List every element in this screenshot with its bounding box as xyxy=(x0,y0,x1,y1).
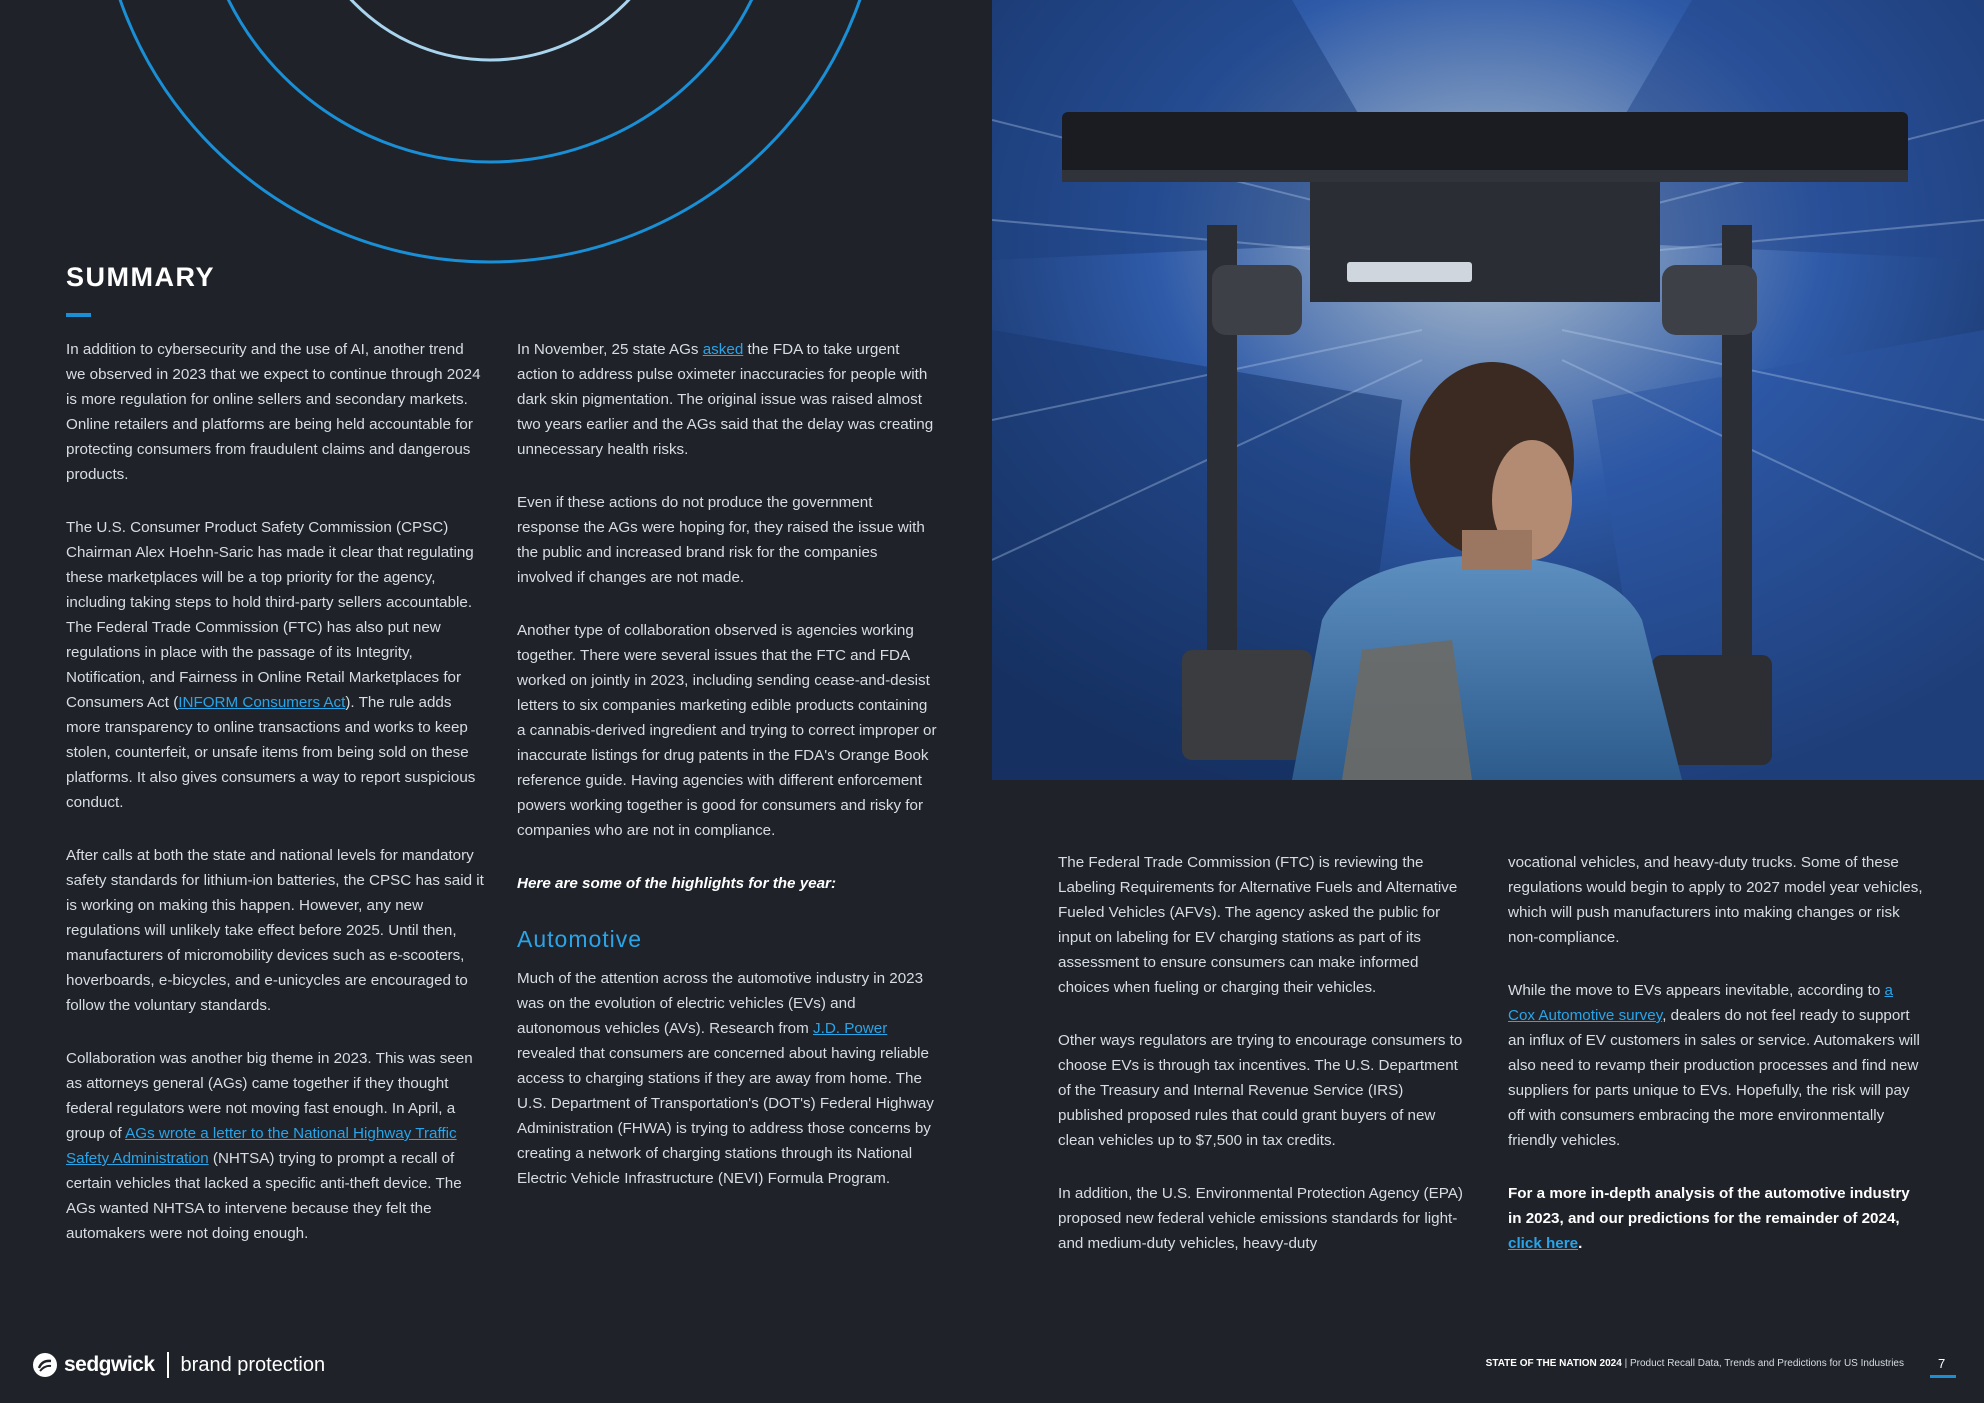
subheading-automotive: Automotive xyxy=(517,926,643,952)
paragraph: vocational vehicles, and heavy-duty trucks. Some of these regulations would begin to apply to 2027 model year vehicles, which will push manufacturers into making changes or risk non-compliance. xyxy=(1508,854,1923,946)
jd-power-link[interactable]: J.D. Power xyxy=(813,1020,888,1037)
paragraph: Other ways regulators are trying to encourage consumers to choose EVs is through tax incentives. The U.S. Department of the Treasury and Internal Revenue Service (IRS) published proposed rules that could grant buyers of new clean vehicles up to $7,500 in tax credits. xyxy=(1058,1032,1463,1149)
concentric-rings-graphic xyxy=(0,0,992,280)
text-column-4 xyxy=(1508,850,1924,1284)
paragraph: While the move to EVs appears inevitable, according to a Cox Automotive survey, dealers do not feel ready to support an influx of EV customers in sales or service. Automakers will also need to revamp their production processes and find new suppliers for parts unique to EVs. Hopefully, the risk will pay off with consumers embracing the more environmentally friendly vehicles. xyxy=(1508,982,1920,1149)
logo-wordmark: sedgwick xyxy=(64,1353,155,1376)
paragraph: The U.S. Consumer Product Safety Commission (CPSC) Chairman Alex Hoehn-Saric has made it clear that regulating these marketplaces will be a top priority for the agency, including taking steps to hold third-party sellers accountable. The Federal Trade Commission (FTC) has also put new regulations in place with the passage of its Integrity, Notification, and Fairness in Online Retail Marketplaces for Consumers Act (INFORM Consumers Act). The rule adds more transparency to online transactions and works to keep stolen, counterfeit, or unsafe items from being sold on these platforms. It also gives consumers a way to report suspicious conduct. xyxy=(66,519,476,811)
text-column-1 xyxy=(66,337,484,1274)
heading-accent-rule xyxy=(66,313,91,317)
call-to-action: For a more in-depth analysis of the automotive industry in 2023, and our predictions for the remainder of 2024, click here. xyxy=(1508,1185,1910,1252)
paragraph: In November, 25 state AGs asked the FDA to take urgent action to address pulse oximeter inaccuracies for people with dark skin pigmentation. The original issue was raised almost two years earlier and the AGs said that the delay was creating unnecessary health risks. xyxy=(517,341,934,458)
paragraph: The Federal Trade Commission (FTC) is reviewing the Labeling Requirements for Alternative Fuels and Alternative Fueled Vehicles (AFVs). The agency asked the public for input on labeling for EV charging stations as part of its assessment to ensure consumers can make informed choices when fueling or charging their vehicles. xyxy=(1058,854,1458,996)
logo-divider xyxy=(167,1352,169,1378)
ags-letter-nhtsa-link[interactable]: AGs wrote a letter to the National Highway Traffic Safety Administration xyxy=(66,1125,457,1167)
sedgwick-logo-icon xyxy=(32,1352,58,1378)
paragraph: After calls at both the state and national levels for mandatory safety standards for lithium-ion batteries, the CPSC has said it is working on making this happen. However, any new regulations will unlikely take effect before 2025. Until then, manufacturers of micromobility devices such as e-scooters, hoverboards, e-bicycles, and e-unicycles are encouraged to follow the voluntary standards. xyxy=(66,847,484,1014)
warehouse-forklift-photo xyxy=(992,0,1984,780)
cox-automotive-survey-link[interactable]: a Cox Automotive survey xyxy=(1508,982,1893,1024)
paragraph: Even if these actions do not produce the government response the AGs were hoping for, they raised the issue with the public and increased brand risk for the companies involved if changes are not made. xyxy=(517,494,925,586)
inform-act-link[interactable]: INFORM Consumers Act xyxy=(178,694,346,711)
page-number: 7 xyxy=(1938,1356,1946,1371)
report-title: STATE OF THE NATION 2024 xyxy=(1485,1358,1622,1369)
section-heading: SUMMARY xyxy=(66,262,215,292)
footer-separator: | xyxy=(1624,1358,1628,1369)
paragraph: In addition to cybersecurity and the use of AI, another trend we observed in 2023 that we expect to continue through 2024 is more regulation for online sellers and secondary markets. Online retailers and platforms are being held accountable for protecting consumers from fraudulent claims and dangerous products. xyxy=(66,341,481,483)
sedgwick-logo xyxy=(32,1350,325,1380)
page-number-rule xyxy=(1930,1375,1956,1378)
logo-division: brand protection xyxy=(180,1353,326,1376)
asked-link[interactable]: asked xyxy=(702,341,744,358)
highlights-intro: Here are some of the highlights for the year: xyxy=(517,875,837,892)
paragraph: Much of the attention across the automotive industry in 2023 was on the evolution of electric vehicles (EVs) and autonomous vehicles (AVs). Research from J.D. Power revealed that consumers are concerned about having reliable access to charging stations if they are away from home. The U.S. Department of Transportation's (DOT's) Federal Highway Administration (FHWA) is trying to address those concerns by creating a network of charging stations through its National Electric Vehicle Infrastructure (NEVI) Formula Program. xyxy=(517,970,934,1187)
click-here-link[interactable]: click here xyxy=(1508,1235,1579,1252)
text-column-2 xyxy=(517,337,937,1219)
footer-report-title xyxy=(1486,1358,1904,1369)
paragraph: In addition, the U.S. Environmental Protection Agency (EPA) proposed new federal vehicle emissions standards for light- and medium-duty vehicles, heavy-duty xyxy=(1058,1185,1463,1252)
report-subtitle: Product Recall Data, Trends and Predictions for US Industries xyxy=(1629,1358,1904,1369)
paragraph: Collaboration was another big theme in 2023. This was seen as attorneys general (AGs) came together if they thought federal regulators were not moving fast enough. In April, a group of AGs wrote a letter to the National Highway Traffic Safety Administration (NHTSA) trying to prompt a recall of certain vehicles that lacked a specific anti-theft device. The AGs wanted NHTSA to intervene because they felt the automakers were not doing enough. xyxy=(66,1050,473,1242)
paragraph: Another type of collaboration observed is agencies working together. There were several issues that the FTC and FDA worked on jointly in 2023, including sending cease-and-desist letters to six companies marketing edible products containing a cannabis-derived ingredient and trying to correct improper or inaccurate listings for drug patents in the FDA's Orange Book reference guide. Having agencies with different enforcement powers working together is good for consumers and risky for companies who are not in compliance. xyxy=(517,622,937,839)
text-column-3 xyxy=(1058,850,1472,1284)
